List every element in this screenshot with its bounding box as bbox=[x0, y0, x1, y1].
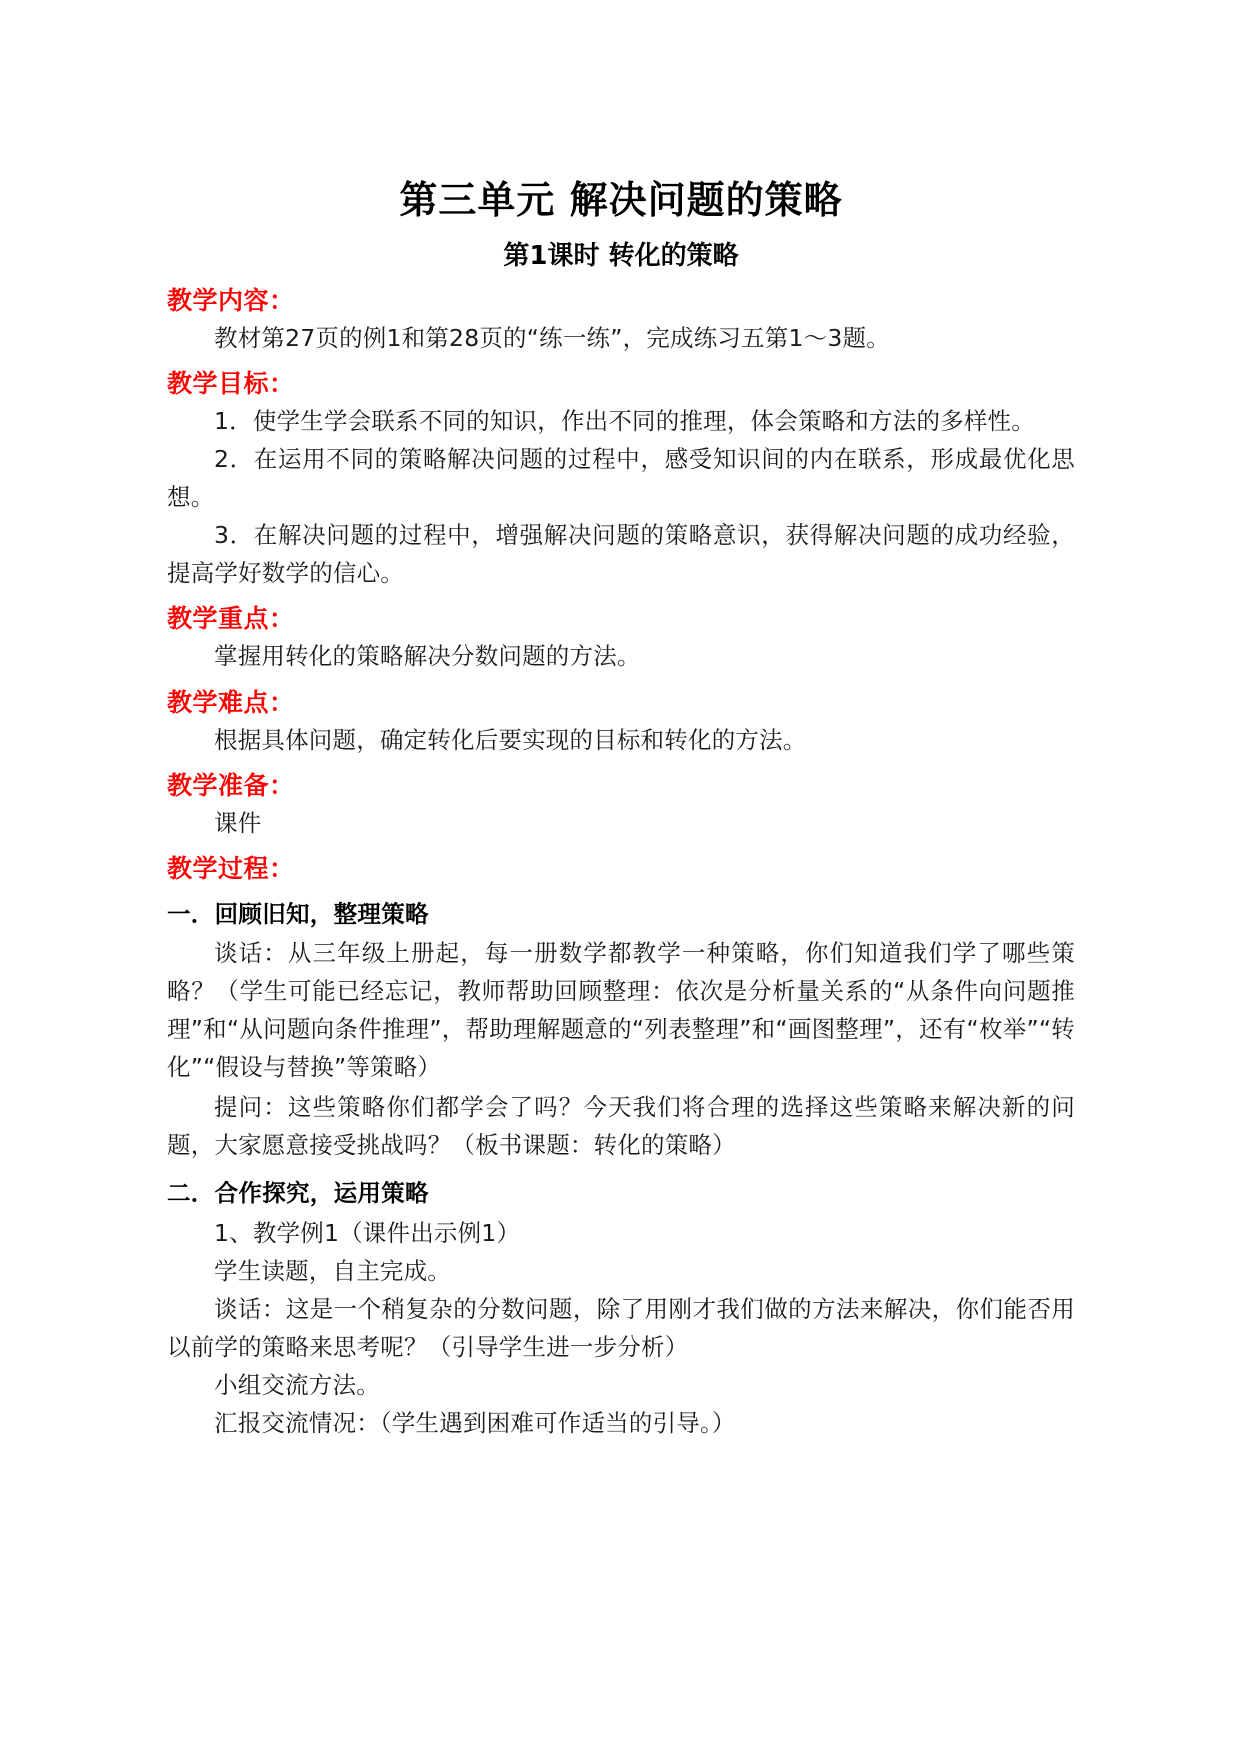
section-teaching-process bbox=[167, 853, 1075, 1442]
document-body bbox=[167, 0, 1075, 1442]
paragraph: 掌握用转化的策略解决分数问题的方法。 bbox=[214, 642, 641, 671]
paragraph: 1、教学例1（课件出示例1） bbox=[214, 1218, 521, 1247]
paragraph: 教材第27页的例1和第28页的“练一练”，完成练习五第1～3题。 bbox=[214, 324, 890, 353]
paragraph: 汇报交流情况：（学生遇到困难可作适当的引导。） bbox=[214, 1408, 736, 1437]
section-heading-teaching-key-point: 教学重点： bbox=[167, 604, 295, 634]
page-title: 第三单元 解决问题的策略 bbox=[399, 178, 843, 222]
section-heading-teaching-process: 教学过程： bbox=[167, 853, 295, 883]
paragraph: 小组交流方法。 bbox=[214, 1370, 380, 1399]
section-heading-teaching-objectives: 教学目标： bbox=[167, 369, 295, 399]
section-teaching-difficulty bbox=[167, 687, 1075, 759]
section-teaching-objectives bbox=[167, 368, 1075, 592]
section-heading-teaching-difficulty: 教学难点： bbox=[167, 687, 295, 717]
section-heading-teaching-preparation: 教学准备： bbox=[167, 770, 295, 800]
paragraph: 谈话：从三年级上册起，每一册数学都教学一种策略，你们知道我们学了哪些策略？（学生可能已经忘记，教师帮助回顾整理：依次是分析量关系的“从条件向问题推理”和“从问题向条件推理”，帮助理解题意的“列表整理”和“画图整理”，还有“枚举”“转化”“假设与替换”等策略） bbox=[167, 938, 1075, 1082]
process-step-title: 一．回顾旧知，整理策略 bbox=[167, 899, 429, 928]
process-step-one bbox=[167, 897, 1075, 1165]
process-step-title: 二．合作探究，运用策略 bbox=[167, 1179, 429, 1208]
section-teaching-content bbox=[167, 285, 1075, 357]
paragraph: 课件 bbox=[214, 808, 262, 837]
paragraph: 学生读题，自主完成。 bbox=[214, 1256, 451, 1285]
paragraph: 1．使学生学会联系不同的知识，作出不同的推理，体会策略和方法的多样性。 bbox=[214, 407, 1035, 436]
page-subtitle: 第1课时 转化的策略 bbox=[503, 241, 739, 272]
section-teaching-key-point bbox=[167, 603, 1075, 675]
paragraph: 2．在运用不同的策略解决问题的过程中，感受知识间的内在联系，形成最优化思想。 bbox=[167, 445, 1075, 512]
section-teaching-preparation bbox=[167, 770, 1075, 842]
process-step-two bbox=[167, 1176, 1075, 1442]
paragraph: 3．在解决问题的过程中，增强解决问题的策略意识，获得解决问题的成功经验，提高学好数学的信心。 bbox=[167, 521, 1075, 588]
paragraph: 提问：这些策略你们都学会了吗？今天我们将合理的选择这些策略来解决新的问题，大家愿意接受挑战吗？（板书课题：转化的策略） bbox=[167, 1093, 1075, 1160]
paragraph: 谈话：这是一个稍复杂的分数问题，除了用刚才我们做的方法来解决，你们能否用以前学的策略来思考呢？（引导学生进一步分析） bbox=[167, 1294, 1075, 1361]
section-heading-teaching-content: 教学内容： bbox=[167, 286, 295, 316]
paragraph: 根据具体问题，确定转化后要实现的目标和转化的方法。 bbox=[214, 725, 807, 754]
